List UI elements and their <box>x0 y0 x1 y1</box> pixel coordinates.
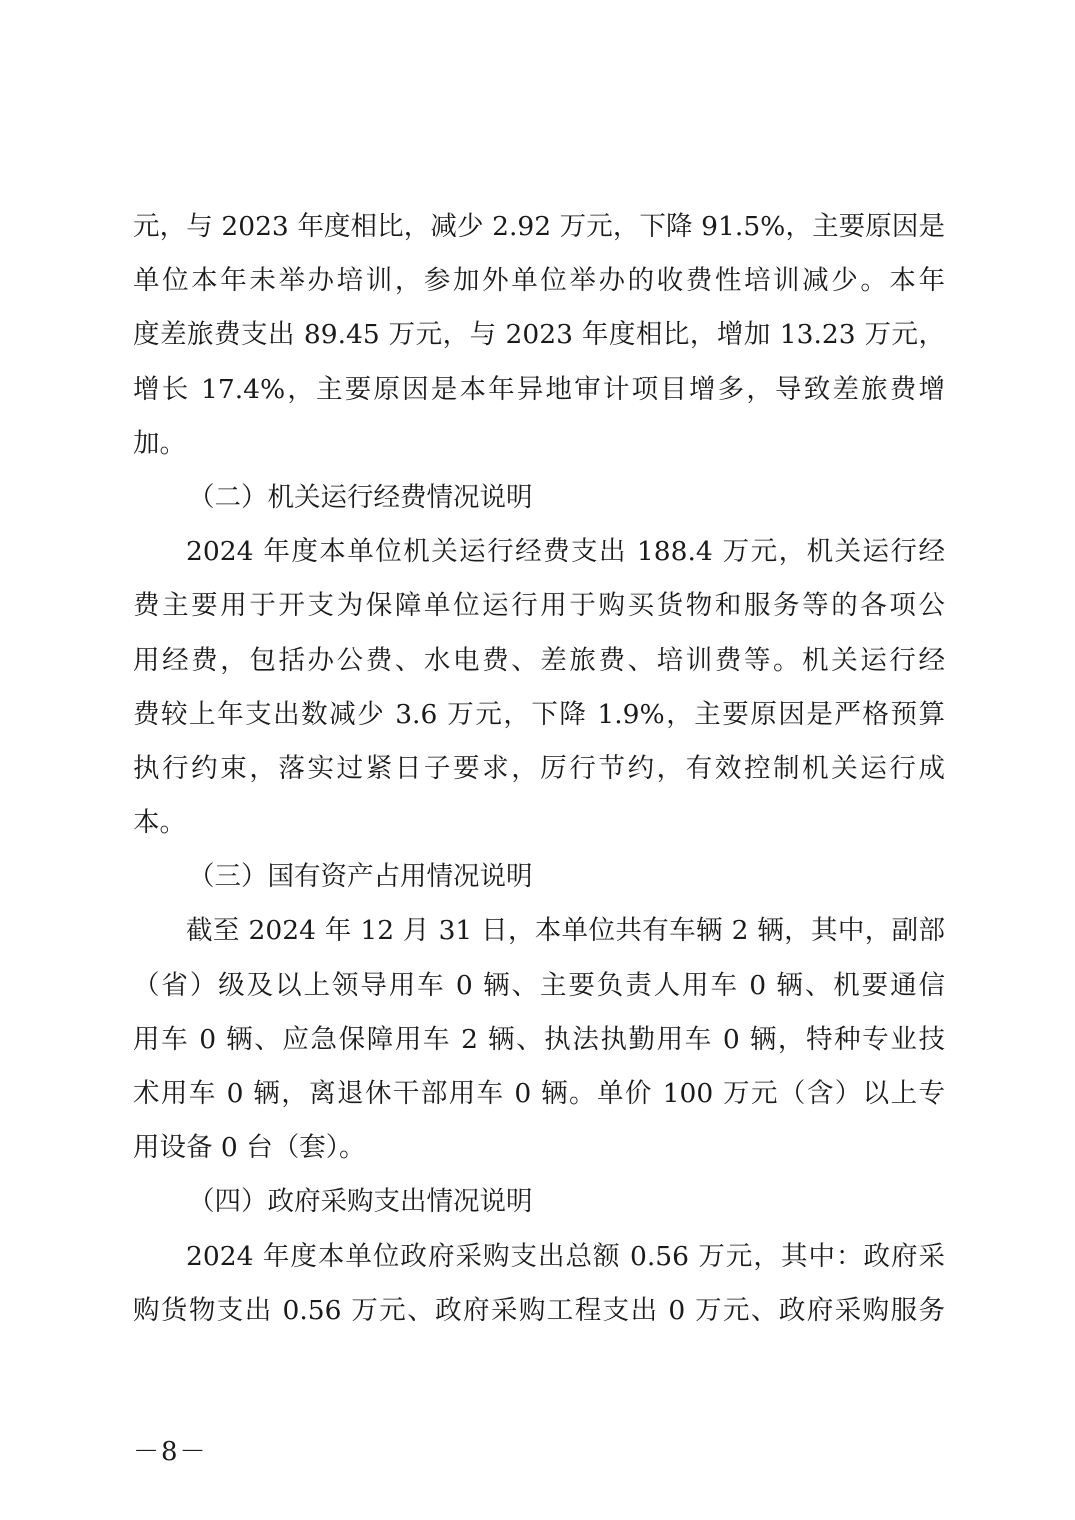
text-line: 本。 <box>133 807 186 839</box>
text-line: 购货物支出 0.56 万元、政府采购工程支出 0 万元、政府采购服务 <box>133 1294 945 1326</box>
text-line: 单位本年未举办培训，参加外单位举办的收费性培训减少。本年 <box>133 265 945 297</box>
text-line: 2024 年度本单位政府采购支出总额 0.56 万元，其中：政府采 <box>186 1240 945 1272</box>
text-line: （省）级及以上领导用车 0 辆、主要负责人用车 0 辆、机要通信 <box>133 969 945 1001</box>
body-text <box>133 200 945 1338</box>
text-line: 用经费，包括办公费、水电费、差旅费、培训费等。机关运行经 <box>133 644 945 676</box>
text-line: 加。 <box>133 427 186 459</box>
text-line: 术用车 0 辆，离退休干部用车 0 辆。单价 100 万元（含）以上专 <box>133 1078 945 1109</box>
text-line: 费较上年支出数减少 3.6 万元，下降 1.9%，主要原因是严格预算 <box>133 698 945 730</box>
text-line: 截至 2024 年 12 月 31 日，本单位共有车辆 2 辆，其中，副部 <box>186 915 945 947</box>
page-number: －8－ <box>133 1437 208 1467</box>
text-line: 用车 0 辆、应急保障用车 2 辆、执法执勤用车 0 辆，特种专业技 <box>133 1023 945 1055</box>
text-line: 元，与 2023 年度相比，减少 2.92 万元，下降 91.5%，主要原因是 <box>133 211 945 242</box>
text-line: 执行约束，落实过紧日子要求，厉行节约，有效控制机关运行成 <box>133 752 945 784</box>
text-line: 用设备 0 台（套）。 <box>133 1132 366 1164</box>
text-line: 2024 年度本单位机关运行经费支出 188.4 万元，机关运行经 <box>186 536 945 568</box>
section-heading: （二）机关运行经费情况说明 <box>188 481 533 513</box>
section-heading: （三）国有资产占用情况说明 <box>188 861 533 893</box>
text-line: 度差旅费支出 89.45 万元，与 2023 年度相比，增加 13.23 万元， <box>133 319 945 351</box>
text-line: 费主要用于开支为保障单位运行用于购买货物和服务等的各项公 <box>133 590 945 622</box>
section-heading: （四）政府采购支出情况说明 <box>188 1186 533 1218</box>
text-line: 增长 17.4%，主要原因是本年异地审计项目增多，导致差旅费增 <box>133 373 945 405</box>
